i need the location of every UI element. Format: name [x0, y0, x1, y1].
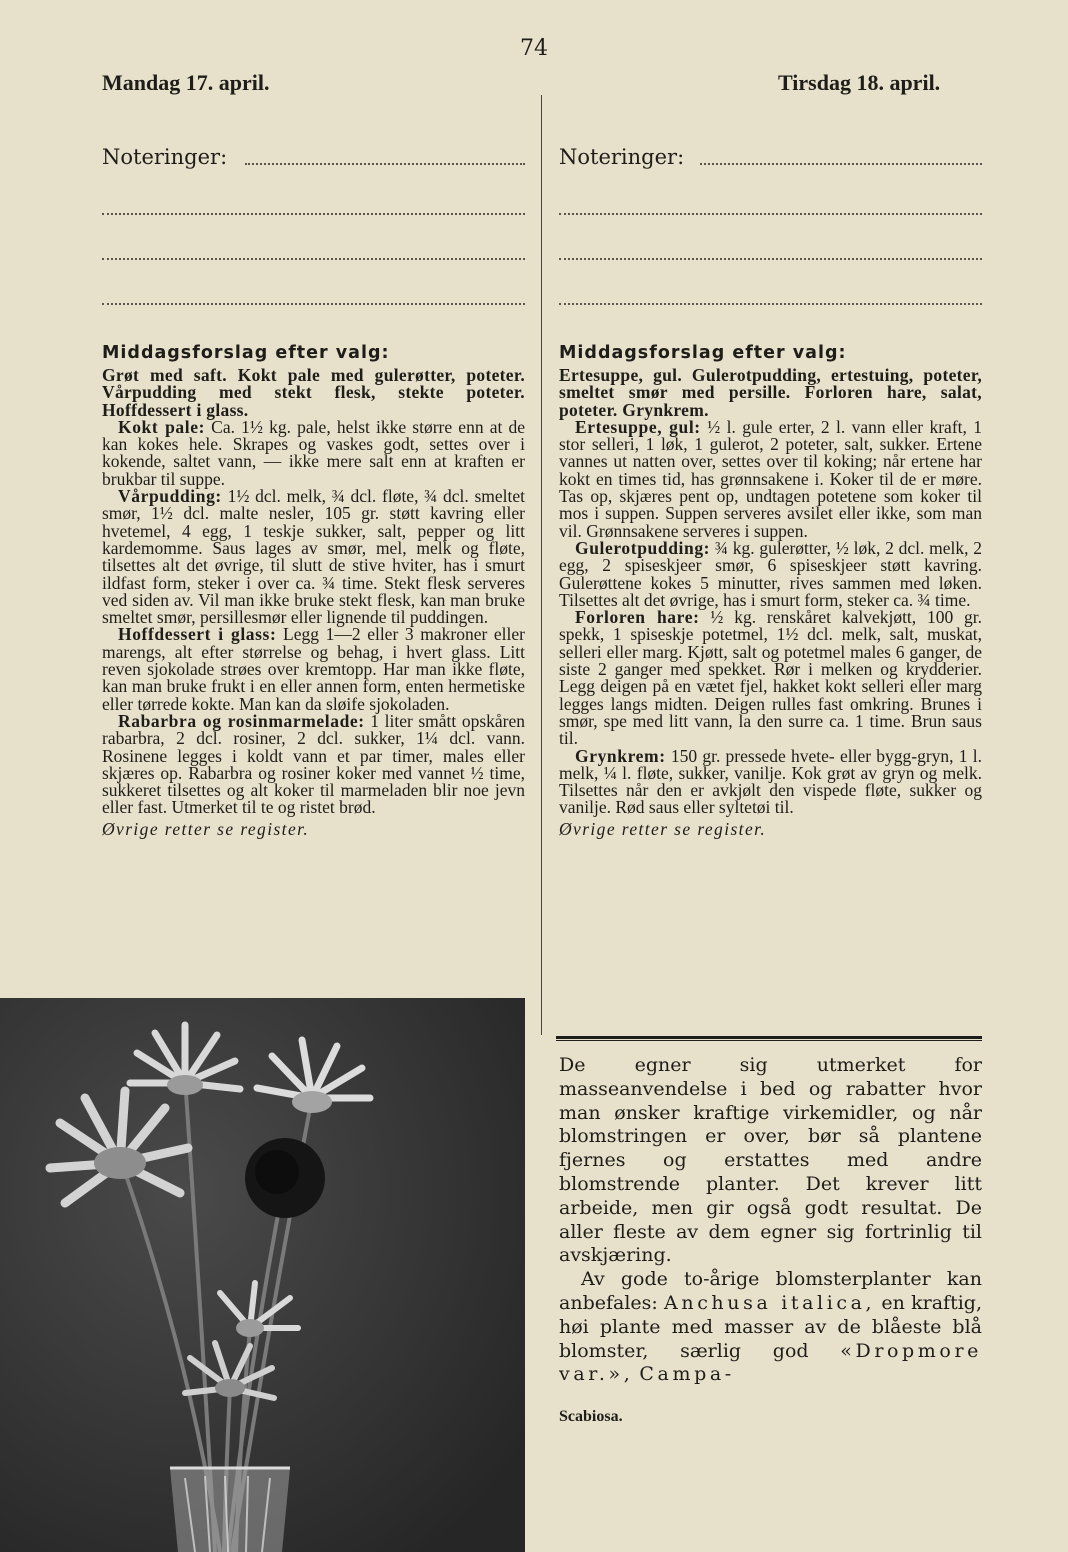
right-recipe-3: Forloren hare: ½ kg. renskåret kalvekjøtt, 100 gr. spekk, 1 spiseskje potetmel, 1½ dcl. melk, salt, muskat, selleri eller marg. Kjøtt, salt og potetmel males 6 ganger, de siste 2 ganger med spekket. Rør i melken og krydderier. Legg deigen på en vætet fjel, hakket kokt selleri eller marg legges langs midten. Deigen rulles fast omkring. Brunes i smør, spe med litt vann, la den surre ca. 1 time. Brun saus til.	[559, 607, 982, 749]
right-suggestion-heading: Middagsforslag efter valg:	[559, 343, 847, 363]
photo-caption: Scabiosa.	[559, 1408, 623, 1425]
left-see-register: Øvrige retter se register.	[102, 818, 310, 839]
flower-article	[559, 1054, 982, 1387]
right-notes-line-2	[559, 213, 982, 215]
left-notes-line-1	[245, 163, 525, 165]
right-notes-label: Noteringer:	[559, 145, 685, 169]
right-notes-line-1	[700, 163, 982, 165]
right-recipe-1: Ertesuppe, gul: ½ l. gule erter, 2 l. vann eller kraft, 1 stor selleri, 1 løk, 1 gulerot, 2 poteter, salt, sukker. Ertene vannes ut natten over, settes over til koking; når ertene har kokt en times tid, has grønnsakene i. Koker til de er møre. Tas op, skjæres pent op, undtagen potetene som koker til mos i suppen. Suppen serveres avsilet eller ikke, som man vil. Grønnsakene serveres i suppen.	[559, 416, 983, 541]
right-notes-line-3	[559, 258, 982, 260]
left-suggestion-heading: Middagsforslag efter valg:	[102, 343, 390, 363]
right-recipes	[559, 367, 982, 838]
scabiosa-photo	[0, 998, 525, 1552]
article-rule	[556, 1036, 982, 1041]
right-recipe-2: Gulerotpudding: ¾ kg. gulerøtter, ½ løk, 2 dcl. melk, 2 egg, 2 spiseskjeer smør, 6 spiseskjeer støtt kavring. Gulerøttene kokes 5 minutter, rives sammen med løken. Tilsettes alt det øvrige, has i smurt form, steker ca. ¾ time.	[559, 537, 983, 610]
left-notes-line-3	[102, 258, 525, 260]
left-notes-line-2	[102, 213, 525, 215]
left-notes-label: Noteringer:	[102, 145, 228, 169]
left-intro: Grøt med saft. Kokt pale med gulerøtter, poteter. Vårpudding med stekt flesk, stekte poteter. Hoffdessert i glass.	[102, 365, 525, 420]
flower-vase-illustration	[0, 998, 525, 1552]
right-notes-line-4	[559, 303, 982, 305]
left-recipes	[102, 367, 525, 838]
article-paragraph-2: Av gode to-årige blomsterplanter kan anbefales: Anchusa italica, en kraftig, høi plante med masser av de blåeste blå blomster, særlig god «Dropmore var.», Campa-	[559, 1268, 982, 1386]
left-recipe-3: Hoffdessert i glass: Legg 1—2 eller 3 makroner eller marengs, alt efter størrelse og behag, i hvert glass. Litt reven sjokolade strøes over kremtopp. Har man ikke fløte, kan man bruke frukt i en eller annen form, enten hermetiske eller tørrede kokte. Man kan da sløife sjokoladen.	[102, 624, 525, 714]
left-day-title: Mandag 17. april.	[102, 70, 270, 95]
right-recipe-4: Grynkrem: 150 gr. pressede hvete- eller bygg-gryn, 1 l. melk, ¼ l. fløte, sukker, vanilje. Kok grøt av gryn og melk. Tilsettes når den er avkjølt den vispede fløte, sukker og vanilje. Rød saus eller syltetøi til.	[559, 745, 982, 818]
right-day-title: Tirsdag 18. april.	[778, 70, 941, 95]
left-recipe-2: Vårpudding: 1½ dcl. melk, ¾ dcl. fløte, ¾ dcl. smeltet smør, 1½ dcl. malte nesler, 105 gr. støtt kavring eller hvetemel, 4 egg, 1 teskje sukker, salt, pepper og litt kardemomme. Saus lages av smør, mel, melk og fløte, tilsettes alt det øvrige, til slutt de stive hviter, has i smurt ildfast form, steker i over ca. ¾ time. Stekt flesk serveres ved siden av. Vil man ikke bruke stekt flesk, kan man bruke smeltet smør, persillesmør eller lignende til puddingen.	[102, 486, 526, 628]
right-intro: Ertesuppe, gul. Gulerotpudding, ertestuing, poteter, smeltet smør med persille. Forloren hare, salat, poteter. Grynkrem.	[559, 365, 982, 420]
left-recipe-4: Rabarbra og rosinmarmelade: 1 liter smått opskåren rabarbra, 2 dcl. rosiner, 2 dcl. sukker, 1¼ dcl. vann. Rosinene legges i koldt vann et par timer, males eller skjæres op. Rabarbra og rosiner koker med vannet ½ time, sukkeret tilsettes og alt koker til marmeladen blir noe jevn eller fast. Utmerket til te og ristet brød.	[102, 710, 526, 818]
right-see-register: Øvrige retter se register.	[559, 818, 767, 839]
page-number: 74	[520, 36, 548, 61]
left-recipe-1: Kokt pale: Ca. 1½ kg. pale, helst ikke større enn at de kan kokes hele. Skrapes og vaskes godt, settes over i kokende, saltet vann, — ikke mere salt enn at kraften er brukbar til suppe.	[102, 416, 526, 489]
article-paragraph-1: De egner sig utmerket for masseanvendelse i bed og rabatter hvor man ønsker kraftige virkemidler, og når blomstringen er over, bør så plantene fjernes og erstattes med andre blomstrende planter. Det krever litt arbeide, men gir også godt resultat. De aller fleste av dem egner sig fortrinlig til avskjæring.	[559, 1054, 982, 1267]
column-divider	[541, 95, 542, 1035]
left-notes-line-4	[102, 303, 525, 305]
